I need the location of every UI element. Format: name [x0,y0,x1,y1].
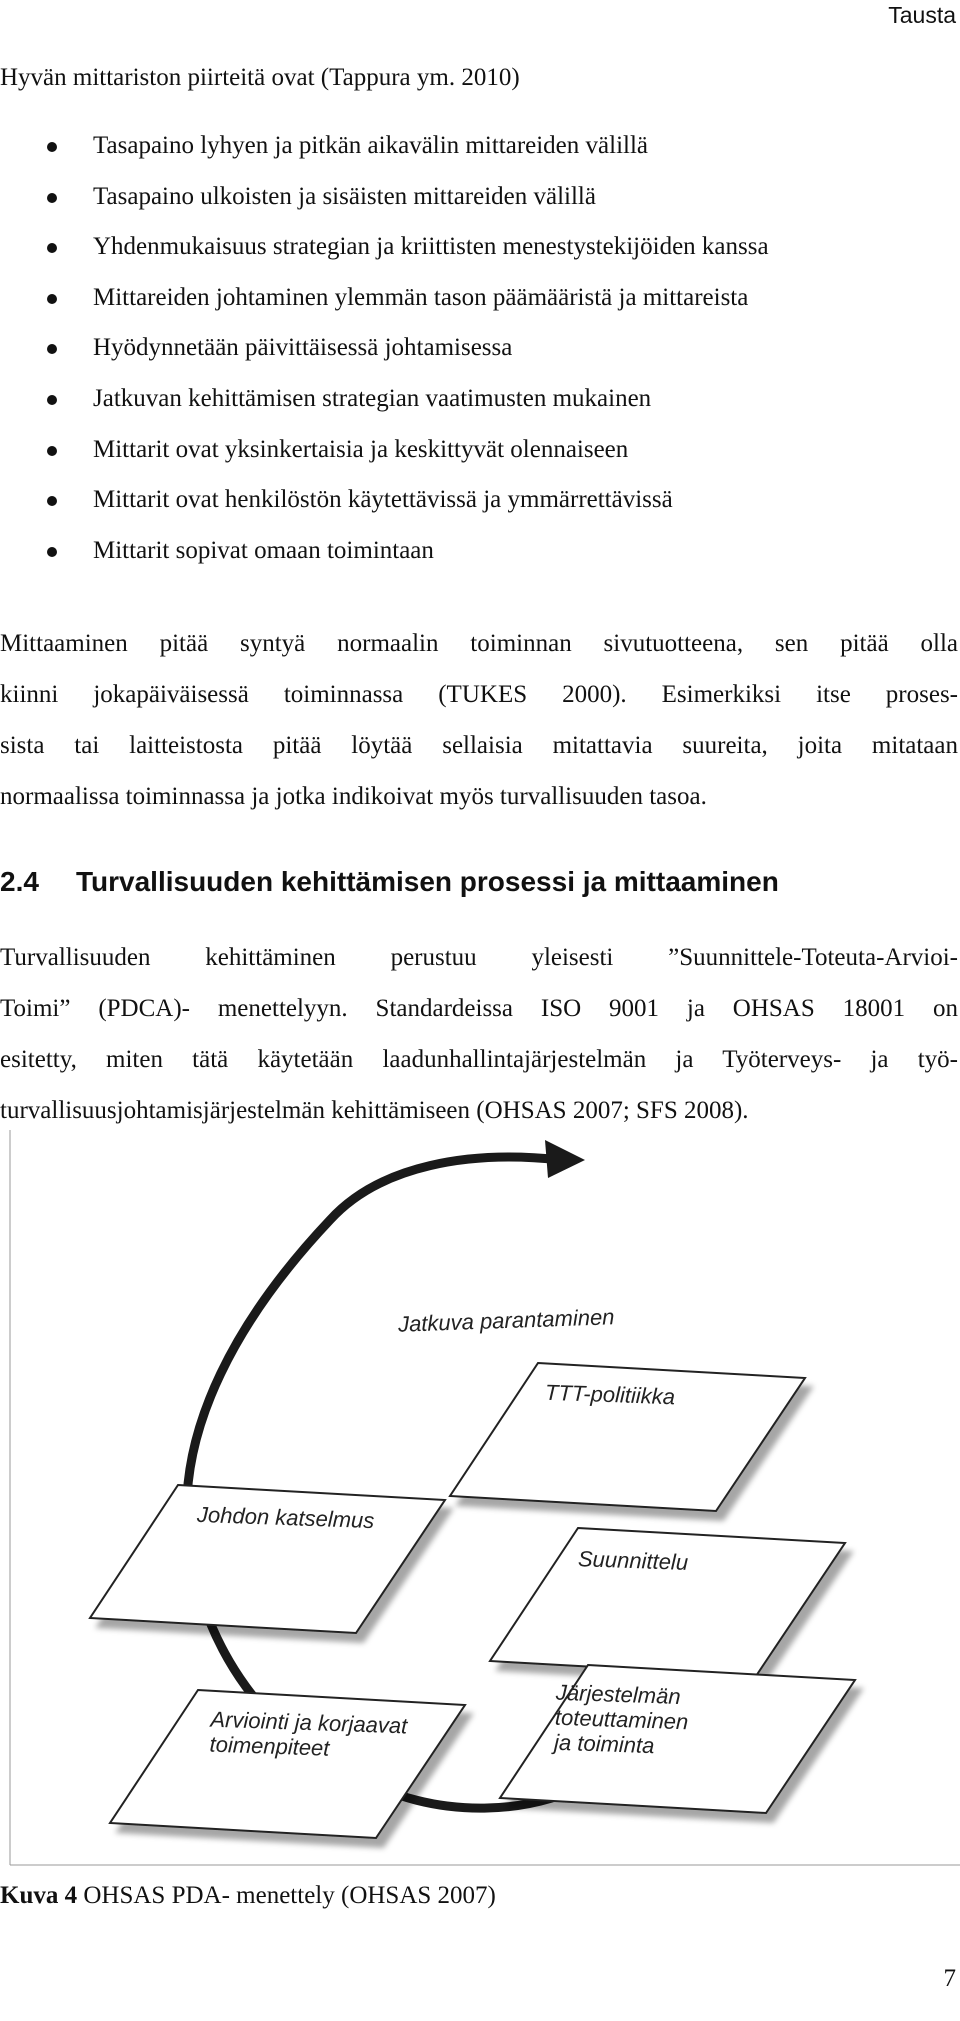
bullet-icon [47,395,57,405]
criteria-bullet-list [0,130,769,585]
continuous-improvement-label: Jatkuva parantaminen [397,1304,615,1337]
caption-label: Kuva 4 [0,1882,78,1909]
list-item-text: Mittareiden johtaminen ylemmän tason päämääristä ja mittareista [93,283,749,311]
planning-label: Suunnittelu [577,1546,689,1575]
paragraph-line: Turvallisuuden kehittäminen perustuu yleisesti ”Suunnittele-Toteuta-Arvioi- [0,944,958,971]
paragraph-line: normaalissa toiminnassa ja jotka indikoivat myös turvallisuuden tasoa. [0,783,707,810]
list-item [0,332,769,383]
implementation-label-line: Järjestelmän [555,1679,681,1710]
section-title: Turvallisuuden kehittämisen prosessi ja mittaaminen [76,866,779,897]
caption-text: OHSAS PDA- menettely (OHSAS 2007) [77,1882,496,1909]
list-item-text: Mittarit ovat henkilöstön käytettävissä ja ymmärrettävissä [93,486,673,514]
bullet-icon [47,344,57,354]
list-item [0,535,769,586]
section-number: 2.4 [0,866,39,897]
bullet-icon [47,547,57,557]
list-item [0,484,769,535]
paragraph-line: esitetty, miten tätä käytetään laadunhallintajärjestelmän ja Työterveys- ja työ- [0,1046,958,1073]
bullet-icon [47,496,57,506]
list-item [0,282,769,333]
policy-label: TTT-politiikka [544,1379,676,1410]
list-item-text: Yhdenmukaisuus strategian ja kriittisten menestystekijöiden kanssa [93,233,769,261]
figure-caption [0,1880,496,1912]
list-item-text: Jatkuvan kehittämisen strategian vaatimusten mukainen [93,384,652,412]
section-heading [0,862,779,902]
list-item [0,181,769,232]
bullet-icon [47,446,57,456]
evaluation-label [209,1707,408,1764]
bullet-icon [47,243,57,253]
arrow-head-icon [545,1140,585,1178]
diagram-canvas [0,1130,960,1880]
review-label: Johdon katselmus [196,1501,375,1534]
paragraph-line: kiinni jokapäiväisessä toiminnassa (TUKES 2000). Esimerkiksi itse proses- [0,681,958,708]
implementation-label-line: ja toiminta [553,1729,655,1759]
list-item-text: Hyödynnetään päivittäisessä johtamisessa [93,334,513,362]
section-header-label: Tausta [888,2,956,28]
evaluation-label-line: Arviointi ja korjaavat [210,1706,408,1739]
page-number: 7 [943,1965,956,1992]
list-item-text: Mittarit ovat yksinkertaisia ja keskittyvät olennaiseen [93,435,629,463]
paragraph-line: sista tai laitteistosta pitää löytää sellaisia mitattavia suureita, joita mitataan [0,732,958,759]
list-item [0,130,769,181]
pdca-paragraph [0,932,958,1136]
paragraph-line: Mittaaminen pitää syntyä normaalin toiminnan sivutuotteena, sen pitää olla [0,630,958,657]
evaluation-label-line: toimenpiteet [209,1731,330,1761]
implementation-label-line: toteuttaminen [554,1704,689,1735]
bullet-icon [47,193,57,203]
bullet-icon [47,142,57,152]
paragraph-line: turvallisuusjohtamisjärjestelmän kehittämiseen (OHSAS 2007; SFS 2008). [0,1097,749,1124]
paragraph-line: Toimi” (PDCA)- menettelyyn. Standardeissa ISO 9001 ja OHSAS 18001 on [0,995,958,1022]
bullet-icon [47,294,57,304]
ohsas-cycle-diagram [0,1130,960,1880]
list-item-text: Tasapaino ulkoisten ja sisäisten mittareiden välillä [93,182,596,210]
measurement-paragraph [0,618,958,822]
implementation-label [554,1680,690,1760]
list-item-text: Mittarit sopivat omaan toimintaan [93,536,434,564]
intro-sentence: Hyvän mittariston piirteitä ovat (Tappura ym. 2010) [0,64,520,91]
list-item [0,231,769,282]
list-item [0,434,769,485]
list-item [0,383,769,434]
list-item-text: Tasapaino lyhyen ja pitkän aikavälin mittareiden välillä [93,132,649,159]
